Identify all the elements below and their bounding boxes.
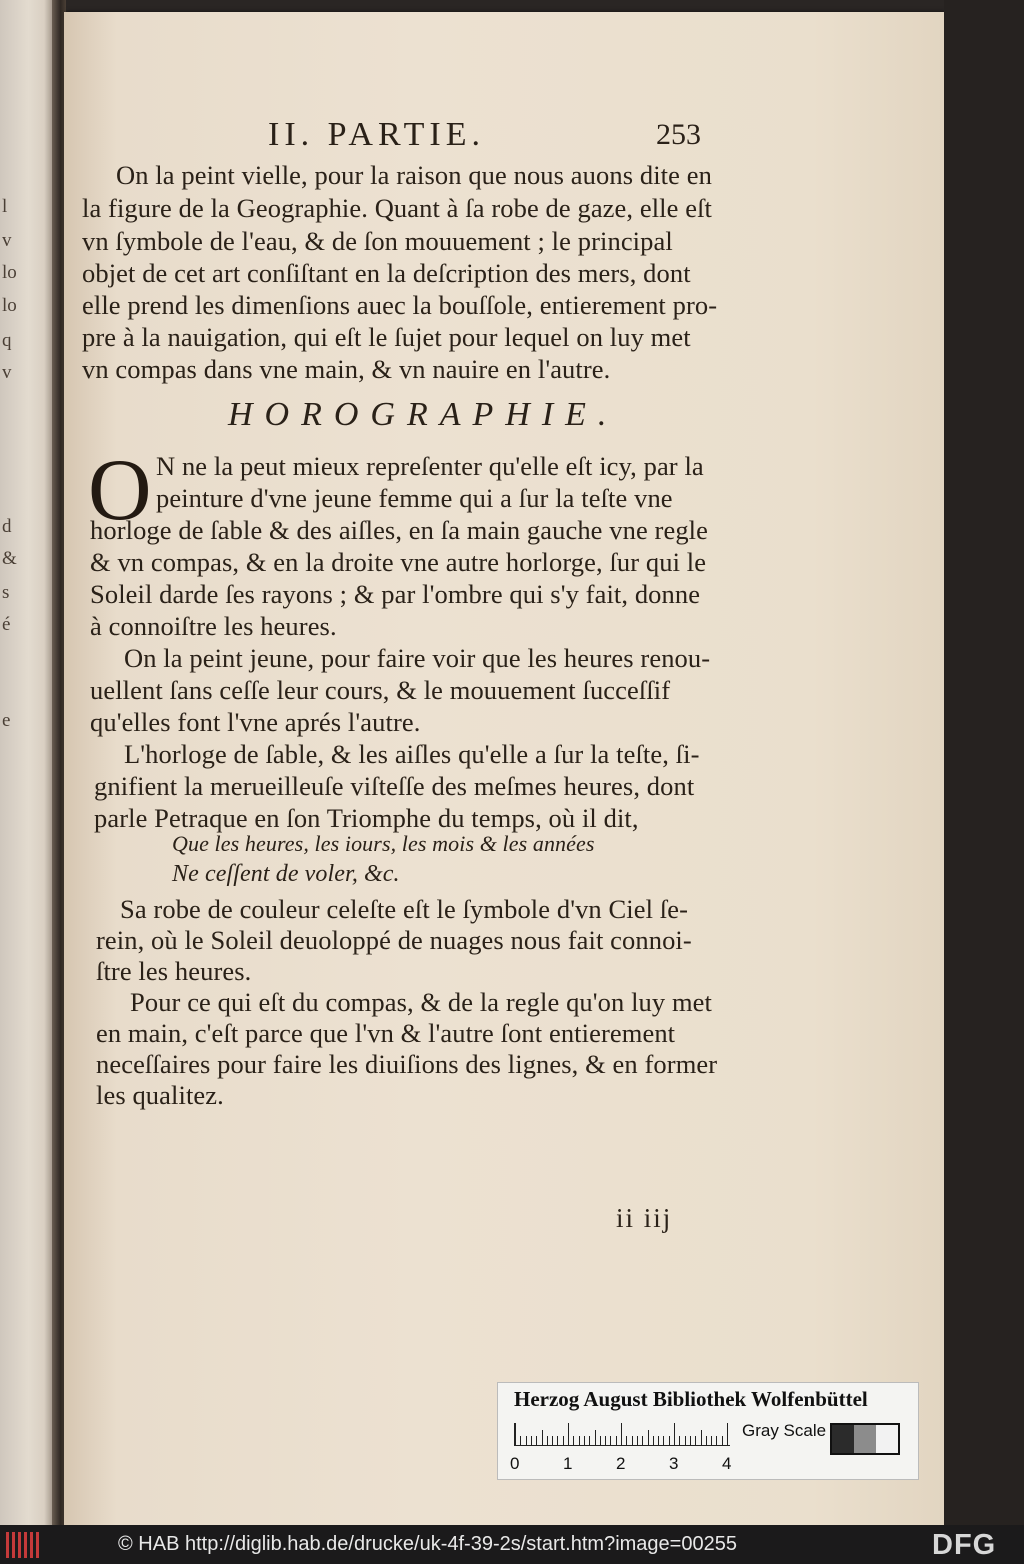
ruler-tick [642,1436,643,1445]
ruler-tick [658,1436,659,1445]
ruler-tick [706,1436,707,1445]
ruler-tick [669,1436,670,1445]
library-name: Herzog August Bibliothek Wolfenbüttel [514,1387,868,1411]
ruler-tick [663,1436,664,1445]
prev-page-fragment: q [2,330,12,351]
ruler-tick [637,1436,638,1445]
ruler-tick [536,1436,537,1445]
running-head: II. PARTIE. [268,116,485,153]
ruler-tick [520,1436,521,1445]
ruler-tick [605,1436,606,1445]
color-scale-card [497,1382,919,1480]
text-line: elle prend les dimenſions auec la bouſſole, entierement pro- [82,290,718,320]
text-line: en main, c'eſt parce que l'vn & l'autre ſont entierement [96,1018,676,1048]
dfg-logo: DFG [932,1529,997,1561]
ruler-tick [701,1430,702,1445]
text-line: ſtre les heures. [96,956,252,986]
text-line: la figure de la Geographie. Quant à ſa robe de gaze, elle eſt [82,193,713,223]
ruler-tick [711,1436,712,1445]
scan-background [944,0,1024,1525]
ruler-number: 3 [669,1454,679,1473]
prev-page-fragment: d [2,516,12,537]
ruler-tick [727,1423,728,1445]
text-line: Sa robe de couleur celeſte eſt le ſymbole d'vn Ciel ſe- [120,894,689,924]
text-line: parle Petraque en ſon Triomphe du temps, où il dit, [94,803,639,833]
gray-patch [854,1425,876,1453]
ruler-tick [589,1436,590,1445]
text-line: qu'elles font l'vne aprés l'autre. [90,707,421,737]
section-title: HOROGRAPHIE. [228,396,619,433]
text-line: peinture d'vne jeune femme qui a ſur la teſte vne [156,483,673,513]
ruler-tick [653,1436,654,1445]
text-line: vn compas dans vne main, & vn nauire en l'autre. [82,354,611,384]
verse-line: Que les heures, les iours, les mois & les années [172,831,595,856]
text-line: Pour ce qui eſt du compas, & de la regle qu'on luy met [130,987,712,1017]
ruler-tick [610,1436,611,1445]
previous-page-edge [0,0,52,1525]
copyright-url-text: © HAB http://diglib.hab.de/drucke/uk-4f-39-2s/start.htm?image=00255 [118,1533,737,1555]
text-line: uellent ſans ceſſe leur cours, & le mouuement ſucceſſif [90,675,671,705]
ruler-tick [690,1436,691,1445]
ruler-tick [648,1430,649,1445]
ruler-tick [632,1436,633,1445]
prev-page-fragment: l [2,196,8,217]
text-line: gnifient la merueilleuſe viſteſſe des meſmes heures, dont [94,771,695,801]
signature-mark: ii iij [616,1203,673,1233]
ruler-tick [722,1436,723,1445]
ruler-number: 4 [722,1454,732,1473]
ruler-tick [616,1436,617,1445]
ruler-tick [552,1436,553,1445]
ruler-tick [542,1430,543,1445]
prev-page-fragment: lo [2,295,17,316]
text-line: On la peint vielle, pour la raison que nous auons dite en [116,160,712,190]
text-line: L'horloge de ſable, & les aiſles qu'elle a ſur la teſte, ſi- [124,739,700,769]
ruler-tick [674,1423,675,1445]
gray-scale-label: Gray Scale [742,1421,827,1440]
drop-cap: O [88,442,152,539]
ruler-tick [626,1436,627,1445]
prev-page-fragment: s [2,582,10,603]
hab-logo-icon [6,1532,40,1558]
ruler-tick [531,1436,532,1445]
ruler-tick [695,1436,696,1445]
page-number: 253 [656,118,701,151]
text-line: horloge de ſable & des aiſles, en ſa main gauche vne regle [90,515,709,545]
footer-bar [0,1525,1024,1564]
ruler-tick [584,1436,585,1445]
ruler-tick [621,1423,622,1445]
gray-patch [832,1425,854,1453]
ruler-tick [600,1436,601,1445]
ruler-tick [557,1436,558,1445]
prev-page-fragment: lo [2,262,17,283]
ruler-number: 2 [616,1454,626,1473]
ruler-tick [526,1436,527,1445]
ruler-baseline [514,1445,730,1446]
text-line: à connoiſtre les heures. [90,611,337,641]
text-line: les qualitez. [96,1080,224,1110]
prev-page-fragment: e [2,710,11,731]
ruler-tick [515,1423,516,1445]
text-line: pre à la nauigation, qui eſt le ſujet pour lequel on luy met [82,322,691,352]
text-line: neceſſaires pour faire les diuiſions des lignes, & en former [96,1049,718,1079]
text-line: rein, où le Soleil deuoloppé de nuages nous fait connoi- [96,925,692,955]
ruler-tick [573,1436,574,1445]
text-line: Soleil darde ſes rayons ; & par l'ombre qui s'y fait, donne [90,579,701,609]
ruler-number: 0 [510,1454,520,1473]
prev-page-fragment: é [2,614,11,635]
prev-page-fragment: v [2,230,12,251]
text-line: N ne la peut mieux repreſenter qu'elle eſt icy, par la [156,451,704,481]
text-line: & vn compas, & en la droite vne autre horlorge, ſur qui le [90,547,707,577]
ruler-tick [579,1436,580,1445]
ruler-tick [547,1436,548,1445]
ruler-tick [595,1430,596,1445]
ruler-tick [716,1436,717,1445]
text-line: vn ſymbole de l'eau, & de ſon mouuement ; le principal [82,226,673,256]
text-line: objet de cet art conſiſtant en la deſcription des mers, dont [82,258,691,288]
ruler-tick [568,1423,569,1445]
ruler-number: 1 [563,1454,573,1473]
ruler-tick [685,1436,686,1445]
ruler [514,1423,731,1445]
prev-page-fragment: & [2,548,17,569]
verse-line: Ne ceſſent de voler, &c. [172,861,400,887]
prev-page-fragment: v [2,362,12,383]
ruler-tick [679,1436,680,1445]
text-line: On la peint jeune, pour faire voir que les heures renou- [124,643,711,673]
gray-scale-patches [830,1423,900,1455]
gray-patch [876,1425,898,1453]
ruler-tick [563,1436,564,1445]
